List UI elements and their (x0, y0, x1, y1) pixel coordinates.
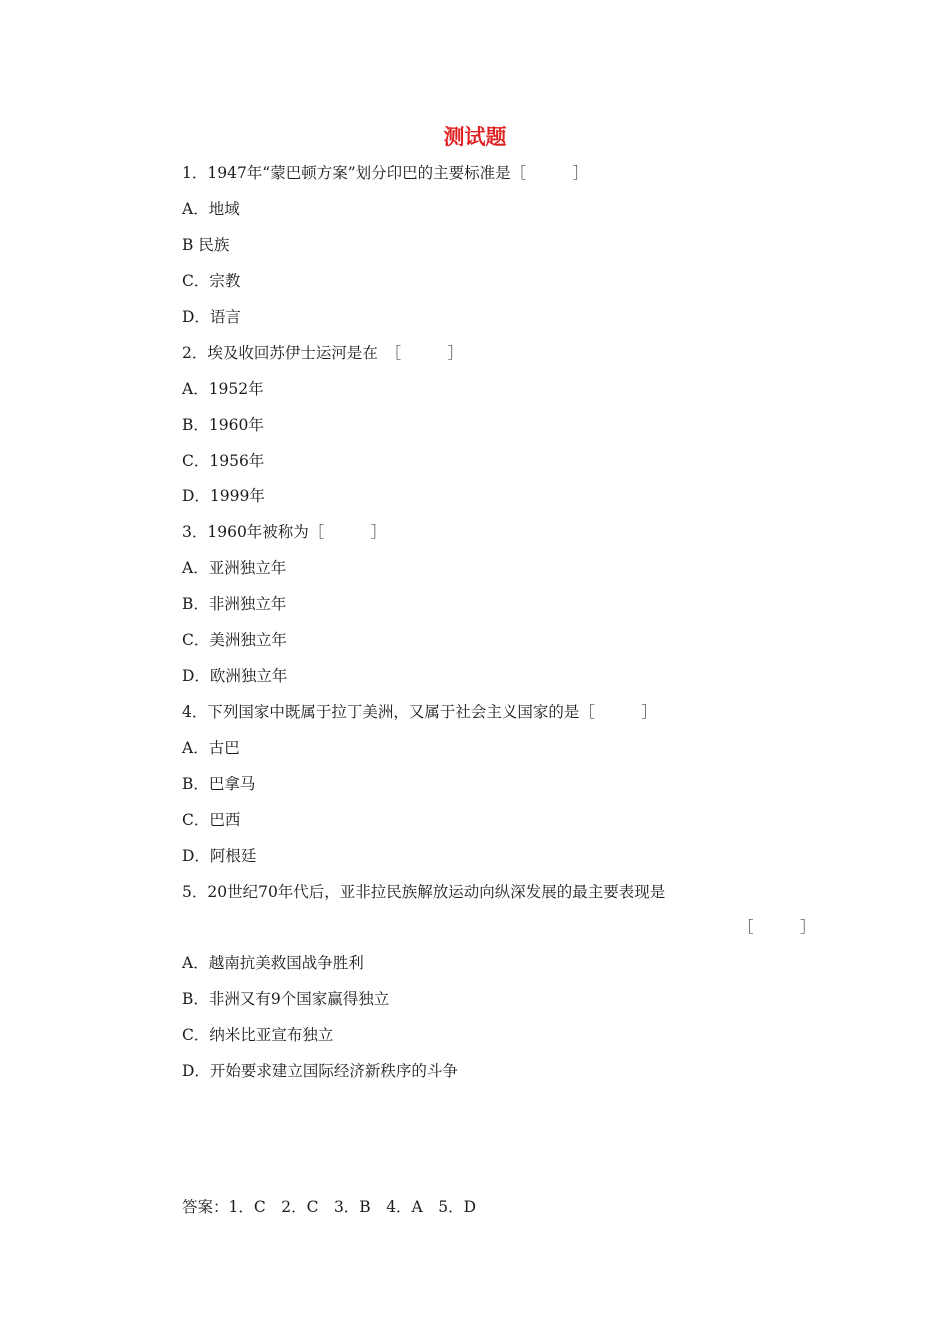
question-3-option-c: C．美洲独立年 (182, 631, 287, 649)
document-title: 测试题 (443, 124, 507, 149)
question-5-answer-bracket: ［ ］ (738, 918, 816, 936)
question-3-option-b: B．非洲独立年 (182, 595, 287, 613)
question-1-option-d: D．语言 (182, 308, 241, 326)
question-3-stem: 3．1960年被称为［ ］ (182, 523, 387, 541)
question-2-option-c: C．1956年 (182, 452, 265, 470)
question-5-option-c: C．纳米比亚宣布独立 (182, 1026, 334, 1044)
question-1-option-b: B 民族 (182, 236, 230, 254)
question-2-stem: 2．埃及收回苏伊士运河是在 ［ ］ (182, 344, 464, 362)
question-5-option-d: D．开始要求建立国际经济新秩序的斗争 (182, 1062, 458, 1080)
question-5-stem: 5．20世纪70年代后，亚非拉民族解放运动向纵深发展的最主要表现是 (182, 883, 666, 901)
answer-key: 答案：1．C 2．C 3．B 4．A 5．D (182, 1198, 477, 1216)
question-2-option-a: A．1952年 (182, 380, 264, 398)
question-2-option-b: B．1960年 (182, 416, 264, 434)
question-5-option-b: B．非洲又有9个国家赢得独立 (182, 990, 390, 1008)
question-1-stem: 1．1947年“蒙巴顿方案”划分印巴的主要标准是［ ］ (182, 164, 589, 182)
question-4-option-d: D．阿根廷 (182, 847, 257, 865)
question-2-option-d: D．1999年 (182, 487, 265, 505)
question-4-option-a: A．古巴 (182, 739, 240, 757)
question-4-stem: 4．下列国家中既属于拉丁美洲，又属于社会主义国家的是［ ］ (182, 703, 657, 721)
question-3-option-d: D．欧洲独立年 (182, 667, 288, 685)
question-5-option-a: A．越南抗美救国战争胜利 (182, 954, 364, 972)
question-4-option-c: C．巴西 (182, 811, 241, 829)
question-1-option-c: C．宗教 (182, 272, 241, 290)
question-3-option-a: A．亚洲独立年 (182, 559, 287, 577)
question-4-option-b: B．巴拿马 (182, 775, 256, 793)
question-1-option-a: A．地域 (182, 200, 240, 218)
